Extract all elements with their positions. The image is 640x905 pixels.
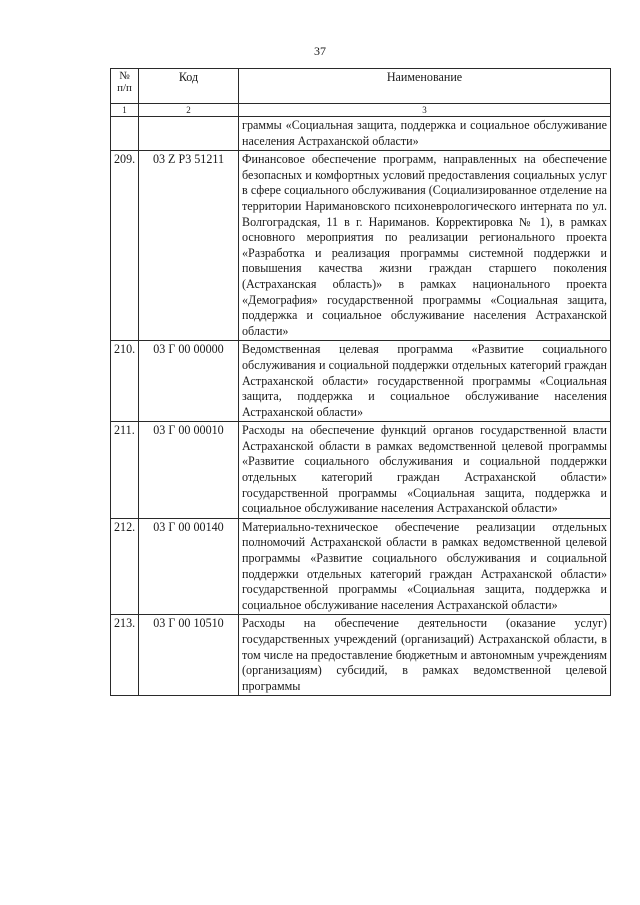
column-index-row — [111, 104, 611, 117]
header-name-label: Наименование — [386, 70, 463, 84]
row-name: Ведомственная целевая программа «Развитие социального обслуживания и социальной поддержки отдельных категорий граждан Астраханской области» государственной программы «Социальная защита, поддержка и социальное обслуживание населения Астраханской области» — [239, 341, 611, 422]
row-name: Расходы на обеспечение функций органов государственной власти Астраханской области в рамках ведомственной целевой программы «Развитие социального обслуживания и социальной поддержки отдельных категорий граждан Астраханской области» государственной программы «Социальная защита, поддержка и социальное обслуживание населения Астраханской области» — [239, 422, 611, 519]
row-code: 03 Г 00 00000 — [139, 341, 239, 422]
row-number: 210. — [111, 341, 139, 422]
row-name: Финансовое обеспечение программ, направленных на обеспечение безопасных и комфортных условий предоставления социальных услуг в сфере социального обслуживания (Социализированное отделение на территории Наримановского психоневрологического интерната по ул. Волгоградская, 11 в г. Нариманов. Корректировка № 1), в рамках основного мероприятия по реализации регионального проекта «Разработка и реализация программы системной поддержки и повышения качества жизни граждан старшего поколения (Астраханская область)» в рамках национального проекта «Демография» государственной программы «Социальная защита, поддержка и социальное обслуживание населения Астраханской области» — [239, 151, 611, 341]
table-row — [111, 341, 611, 422]
table-row — [111, 117, 611, 151]
row-code: 03 Г 00 10510 — [139, 615, 239, 696]
row-number: 211. — [111, 422, 139, 519]
row-code: 03 Г 00 00010 — [139, 422, 239, 519]
header-code — [139, 69, 239, 104]
header-code-label: Код — [178, 70, 199, 84]
table-row — [111, 422, 611, 519]
row-number: 213. — [111, 615, 139, 696]
row-name: Расходы на обеспечение деятельности (оказание услуг) государственных учреждений (организаций) Астраханской области, в том числе на предоставление бюджетным и автономным учреждениям (организациям) субсидий, в рамках ведомственной целевой программы — [239, 615, 611, 696]
header-number — [111, 69, 139, 104]
page-number: 37 — [314, 44, 326, 58]
column-index: 3 — [239, 104, 611, 117]
row-number: 212. — [111, 518, 139, 615]
row-code: 03 Г 00 00140 — [139, 518, 239, 615]
header-name — [239, 69, 611, 104]
row-code — [139, 117, 239, 151]
table-row — [111, 615, 611, 696]
budget-classification-table — [110, 68, 611, 696]
row-number — [111, 117, 139, 151]
column-index: 1 — [111, 104, 139, 117]
row-name: граммы «Социальная защита, поддержка и социальное обслуживание населения Астраханской области» — [239, 117, 611, 151]
table-header-row — [111, 69, 611, 104]
table-row — [111, 151, 611, 341]
row-number: 209. — [111, 151, 139, 341]
table-row — [111, 518, 611, 615]
column-index: 2 — [139, 104, 239, 117]
header-number-label: № п/п — [117, 70, 132, 94]
row-code: 03 Z P3 51211 — [139, 151, 239, 341]
row-name: Материально-техническое обеспечение реализации отдельных полномочий Астраханской области в рамках ведомственной целевой программы «Развитие социального обслуживания и социальной поддержки отдельных категорий граждан Астраханской области» государственной программы «Социальная защита, поддержка и социальное обслуживание населения Астраханской области» — [239, 518, 611, 615]
